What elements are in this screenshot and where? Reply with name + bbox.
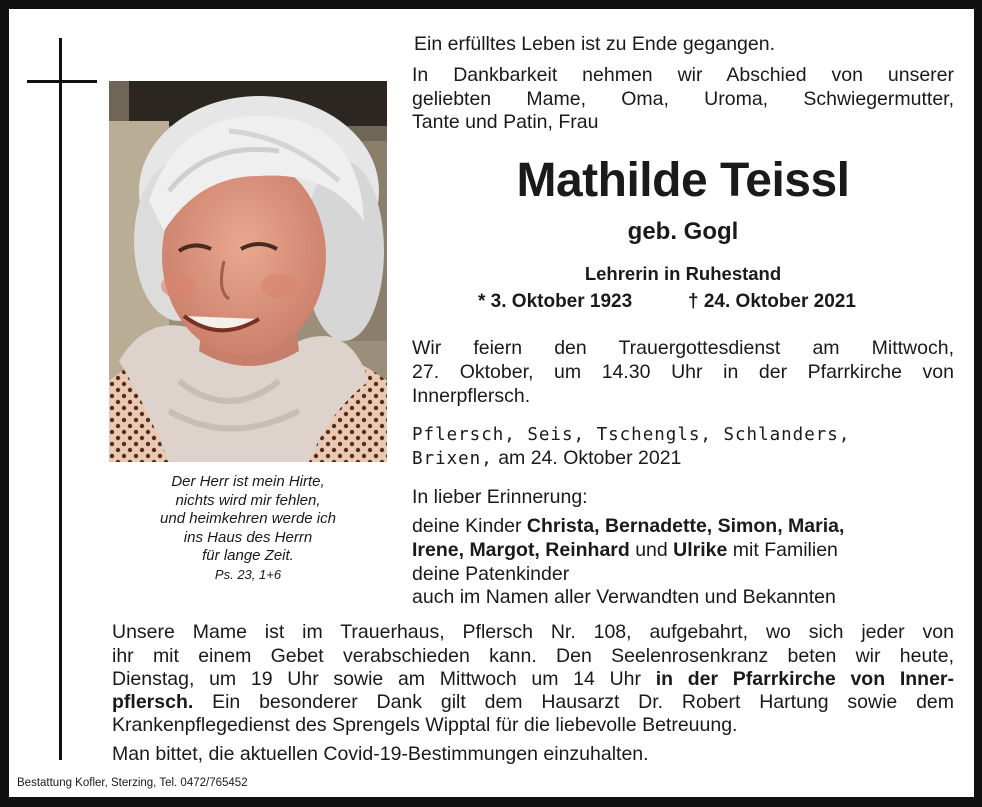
notice-line: Man bittet, die aktuellen Covid-19-Bestimmungen einzuhalten. xyxy=(112,743,649,765)
mourners-prefix: deine Kinder xyxy=(412,515,527,537)
cross-icon-horizontal xyxy=(27,80,97,83)
birth-date: * 3. Oktober 1923 xyxy=(478,291,633,312)
notice-church: pflersch. xyxy=(112,691,194,713)
cross-icon-vertical xyxy=(59,38,62,760)
mourners-line-1 xyxy=(412,514,844,538)
verse-reference: Ps. 23, 1+6 xyxy=(214,566,282,582)
notice-line xyxy=(112,667,954,691)
mourners-line-4: auch im Namen aller Verwandten und Bekannten xyxy=(412,586,836,608)
mourners-suffix: mit Familien xyxy=(727,539,838,561)
notice-text: Dienstag, um 19 Uhr sowie am Mittwoch um 14 Uhr xyxy=(112,668,656,690)
notice-church: in der Pfarrkirche von Inner- xyxy=(655,668,955,690)
intro-line: In Dankbarkeit nehmen wir Abschied von unserer xyxy=(412,64,954,86)
mourners-and: und xyxy=(629,539,674,561)
occupation: Lehrerin in Ruhestand xyxy=(584,263,782,284)
bible-verse xyxy=(109,473,387,584)
death-date: † 24. Oktober 2021 xyxy=(688,291,856,312)
notice-line: Krankenpflegedienst des Sprengels Wipptal für die liebevolle Betreuung. xyxy=(112,714,738,736)
service-line: Wir feiern den Trauergottesdienst am Mittwoch, xyxy=(412,337,954,359)
portrait-photo xyxy=(109,81,387,462)
children-names: Christa, Bernadette, Simon, Maria, xyxy=(526,515,845,537)
intro-line: geliebten Mame, Oma, Uroma, Schwiegermutter, xyxy=(412,88,954,110)
mourners-heading: In lieber Erinnerung: xyxy=(412,486,588,508)
children-names: Irene, Margot, Reinhard xyxy=(412,539,630,561)
service-line: 27. Oktober, um 14.30 Uhr in der Pfarrkirche von xyxy=(412,361,954,383)
children-names-last: Ulrike xyxy=(673,539,728,561)
verse-line: und heimkehren werde ich xyxy=(160,510,336,527)
notice-line: Unsere Mame ist im Trauerhaus, Pflersch Nr. 108, aufgebahrt, wo sich jeder von xyxy=(112,621,954,643)
place-line: Pflersch, Seis, Tschengls, Schlanders, xyxy=(412,425,851,445)
notice-line: ihr mit einem Gebet verabschieden kann. Den Seelenrosenkranz beten wir heute, xyxy=(112,645,954,667)
verse-line: Der Herr ist mein Hirte, xyxy=(171,473,325,490)
verse-line: nichts wird mir fehlen, xyxy=(175,491,321,509)
notice-line xyxy=(112,690,954,714)
verse-line: ins Haus des Herrn xyxy=(183,528,313,546)
verse-line: für lange Zeit. xyxy=(202,547,294,564)
service-line: Innerpflersch. xyxy=(412,385,531,407)
notice-text: Ein besonderer Dank gilt dem Hausarzt Dr. Robert Hartung sowie dem xyxy=(193,691,954,713)
maiden-name: geb. Gogl xyxy=(627,218,739,245)
undertaker-credit: Bestattung Kofler, Sterzing, Tel. 0472/765452 xyxy=(17,777,248,789)
intro-line: Ein erfülltes Leben ist zu Ende gegangen. xyxy=(414,33,776,55)
mourners-line-3: deine Patenkinder xyxy=(412,563,570,585)
place-date-places: Brixen, xyxy=(412,449,493,469)
place-date-text: am 24. Oktober 2021 xyxy=(498,447,682,469)
deceased-name: Mathilde Teissl xyxy=(516,154,850,207)
mourners-line-2 xyxy=(412,538,838,562)
intro-line: Tante und Patin, Frau xyxy=(412,111,599,133)
place-date-line xyxy=(412,446,681,471)
